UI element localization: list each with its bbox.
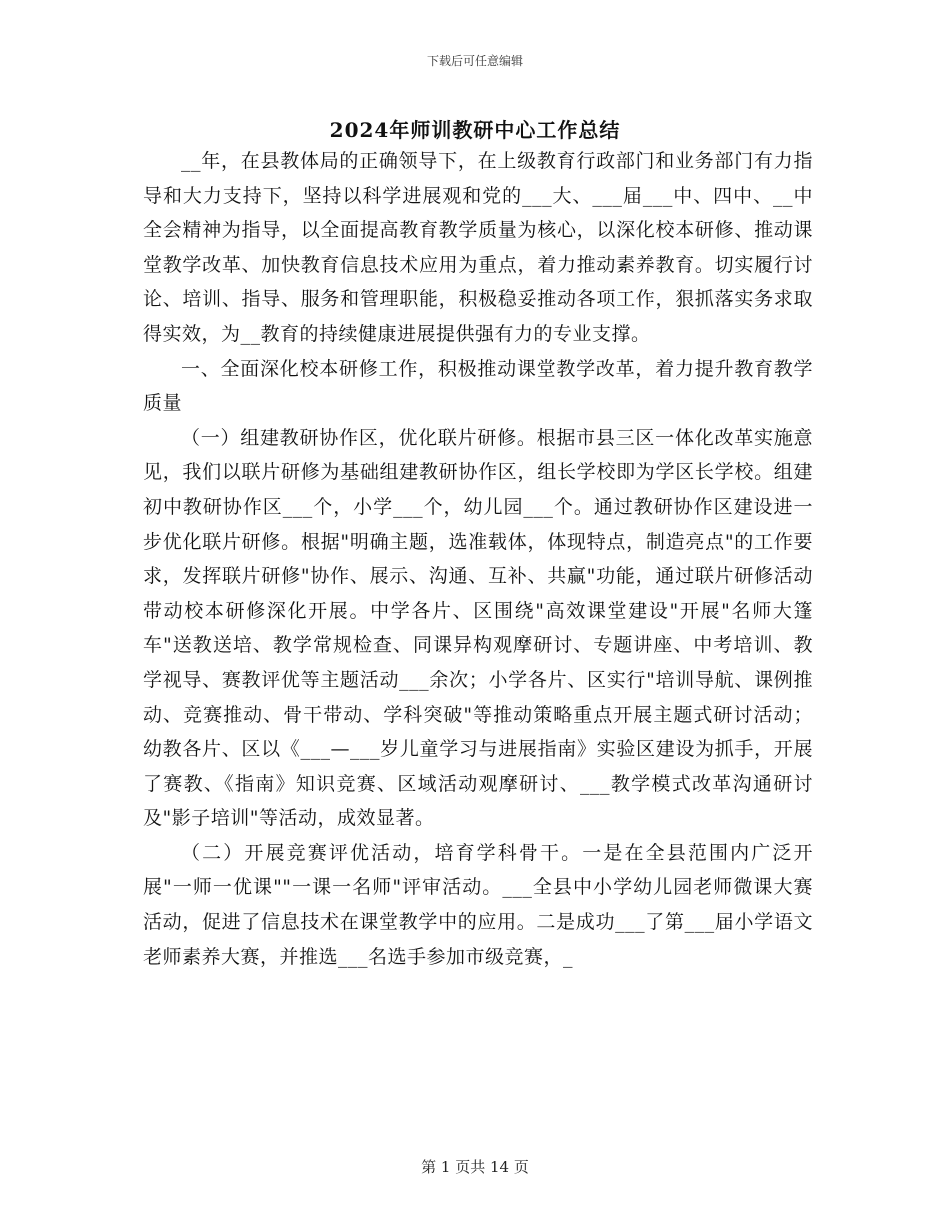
document-title: 2024年师训教研中心工作总结 <box>329 118 621 142</box>
document-body <box>143 144 813 974</box>
paragraph-subsection-1: （一）组建教研协作区，优化联片研修。根据市县三区一体化改革实施意见，我们以联片研修为基础组建教研协作区，组长学校即为学区长学校。组建初中教研协作区___个，小学___个，幼儿园___个。通过教研协作区建设进一步优化联片研修。根据"明确主题，选准载体，体现特点，制造亮点"的工作要求，发挥联片研修"协作、展示、沟通、互补、共赢"功能，通过联片研修活动带动校本研修深化开展。中学各片、区围绕"高效课堂建设"开展"名师大篷车"送教送培、教学常规检查、同课异构观摩研讨、专题讲座、中考培训、教学视导、赛教评优等主题活动___余次；小学各片、区实行"培训导航、课例推动、竞赛推动、骨干带动、学科突破"等推动策略重点开展主题式研讨活动；幼教各片、区以《___—___岁儿童学习与进展指南》实验区建设为抓手，开展了赛教、《指南》知识竞赛、区域活动观摩研讨、___教学模式改革沟通研讨及"影子培训"等活动，成效显著。 <box>143 426 813 830</box>
paragraph-subsection-2: （二）开展竞赛评优活动，培育学科骨干。一是在全县范围内广泛开展"一师一优课""一课一名师"评审活动。___全县中小学幼儿园老师微课大赛活动，促进了信息技术在课堂教学中的应用。二是成功___了第___届小学语文老师素养大赛，并推选___名选手参加市级竞赛，_ <box>143 841 813 968</box>
paragraph-intro: __年，在县教体局的正确领导下，在上级教育行政部门和业务部门有力指导和大力支持下，坚持以科学进展观和党的___大、___届___中、四中、__中全会精神为指导，以全面提高教育教学质量为核心，以深化校本研修、推动课堂教学改革、加快教育信息技术应用为重点，着力推动素养教育。切实履行讨论、培训、指导、服务和管理职能，积极稳妥推动各项工作，狠抓落实务求取得实效，为__教育的持续健康进展提供强有力的专业支撑。 <box>143 150 813 345</box>
header-note: 下载后可任意编辑 <box>426 54 523 68</box>
page-number: 第 1 页共 14 页 <box>421 1158 529 1176</box>
section-heading-1: 一、全面深化校本研修工作，积极推动课堂教学改革，着力提升教育教学质量 <box>143 357 813 415</box>
